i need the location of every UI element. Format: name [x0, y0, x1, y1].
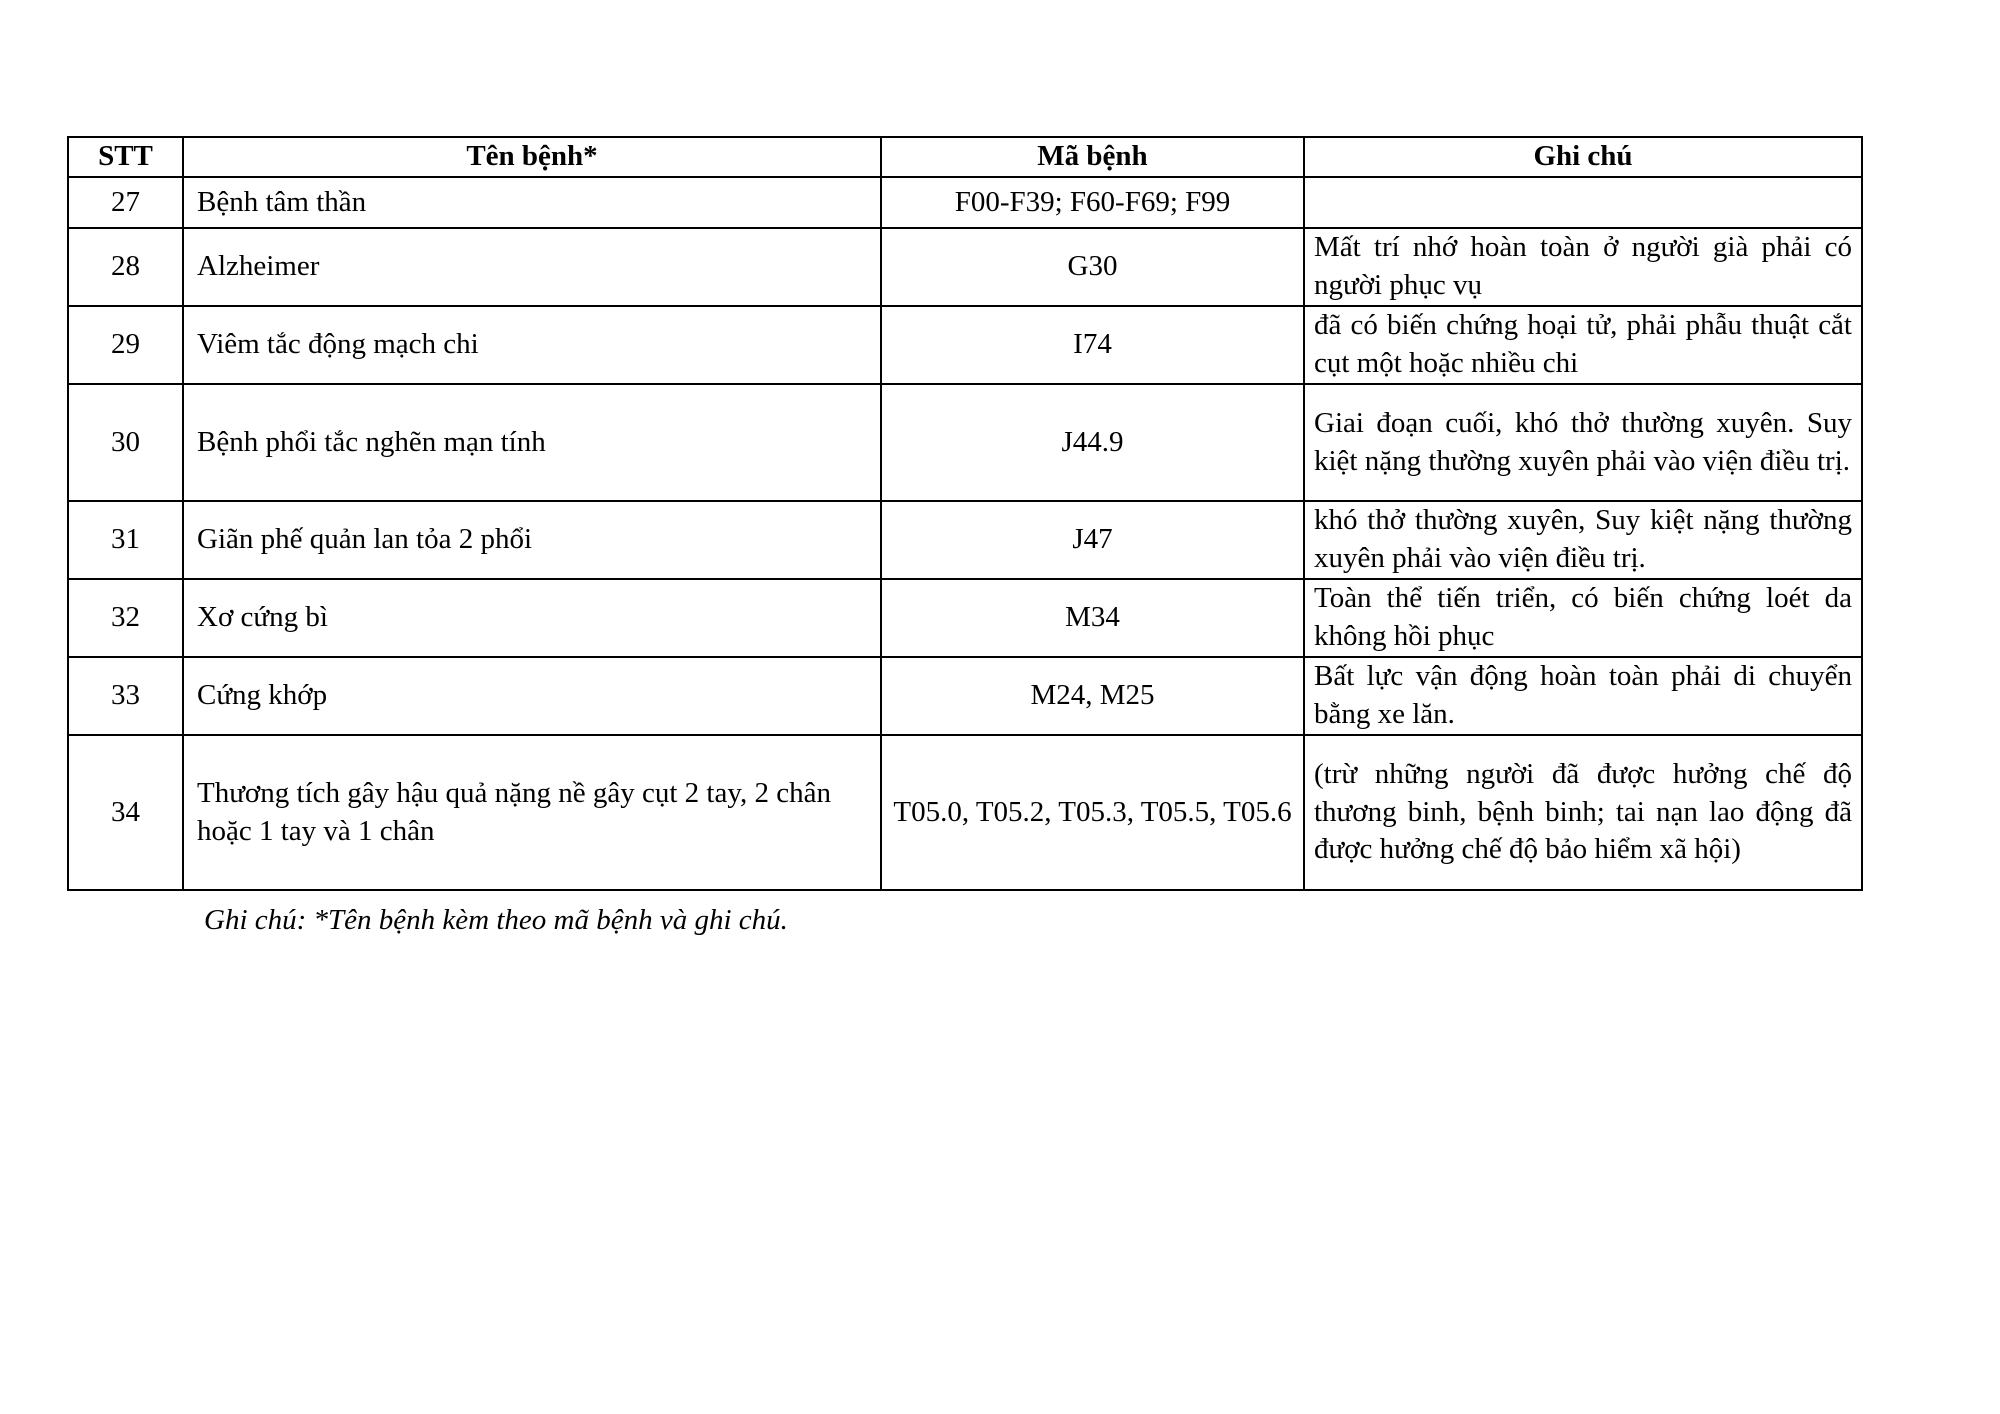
footnote: Ghi chú: *Tên bệnh kèm theo mã bệnh và ghi chú.: [204, 904, 788, 936]
row-note: khó thở thường xuyên, Suy kiệt nặng thường xuyên phải vào viện điều trị.: [1304, 501, 1862, 579]
row-disease-code: J47: [881, 501, 1304, 579]
row-stt: 28: [68, 228, 183, 306]
table-header-row: [68, 137, 1862, 177]
row-disease-name: Viêm tắc động mạch chi: [183, 306, 881, 384]
row-disease-name: Bệnh tâm thần: [183, 177, 881, 228]
row-note: Giai đoạn cuối, khó thở thường xuyên. Suy kiệt nặng thường xuyên phải vào viện điều trị.: [1304, 384, 1862, 501]
header-stt: STT: [68, 137, 183, 177]
table-row: [68, 579, 1862, 657]
row-stt: 30: [68, 384, 183, 501]
row-stt: 33: [68, 657, 183, 735]
header-note: Ghi chú: [1304, 137, 1862, 177]
row-disease-code: J44.9: [881, 384, 1304, 501]
table-row: [68, 501, 1862, 579]
row-disease-code: F00-F39; F60-F69; F99: [881, 177, 1304, 228]
table-row: [68, 228, 1862, 306]
row-disease-code: M24, M25: [881, 657, 1304, 735]
row-note: đã có biến chứng hoại tử, phải phẫu thuật cắt cụt một hoặc nhiều chi: [1304, 306, 1862, 384]
row-disease-code: T05.0, T05.2, T05.3, T05.5, T05.6: [881, 735, 1304, 890]
header-disease-code: Mã bệnh: [881, 137, 1304, 177]
disease-table: [67, 136, 1863, 891]
row-stt: 34: [68, 735, 183, 890]
table-row: [68, 177, 1862, 228]
row-note: Bất lực vận động hoàn toàn phải di chuyển bằng xe lăn.: [1304, 657, 1862, 735]
row-stt: 32: [68, 579, 183, 657]
table-row: [68, 735, 1862, 890]
row-disease-name: Giãn phế quản lan tỏa 2 phổi: [183, 501, 881, 579]
row-disease-code: I74: [881, 306, 1304, 384]
row-disease-code: M34: [881, 579, 1304, 657]
row-disease-name: Bệnh phổi tắc nghẽn mạn tính: [183, 384, 881, 501]
row-stt: 27: [68, 177, 183, 228]
row-disease-name: Cứng khớp: [183, 657, 881, 735]
row-stt: 31: [68, 501, 183, 579]
table-row: [68, 306, 1862, 384]
row-stt: 29: [68, 306, 183, 384]
row-note: Toàn thể tiến triển, có biến chứng loét da không hồi phục: [1304, 579, 1862, 657]
row-disease-name: Xơ cứng bì: [183, 579, 881, 657]
table-row: [68, 657, 1862, 735]
row-note: Mất trí nhớ hoàn toàn ở người già phải có người phục vụ: [1304, 228, 1862, 306]
row-disease-name: Alzheimer: [183, 228, 881, 306]
table-row: [68, 384, 1862, 501]
header-disease-name: Tên bệnh*: [183, 137, 881, 177]
row-disease-name: Thương tích gây hậu quả nặng nề gây cụt 2 tay, 2 chân hoặc 1 tay và 1 chân: [183, 735, 881, 890]
row-note: [1304, 177, 1862, 228]
row-disease-code: G30: [881, 228, 1304, 306]
row-note: (trừ những người đã được hưởng chế độ thương binh, bệnh binh; tai nạn lao động đã được hưởng chế độ bảo hiểm xã hội): [1304, 735, 1862, 890]
